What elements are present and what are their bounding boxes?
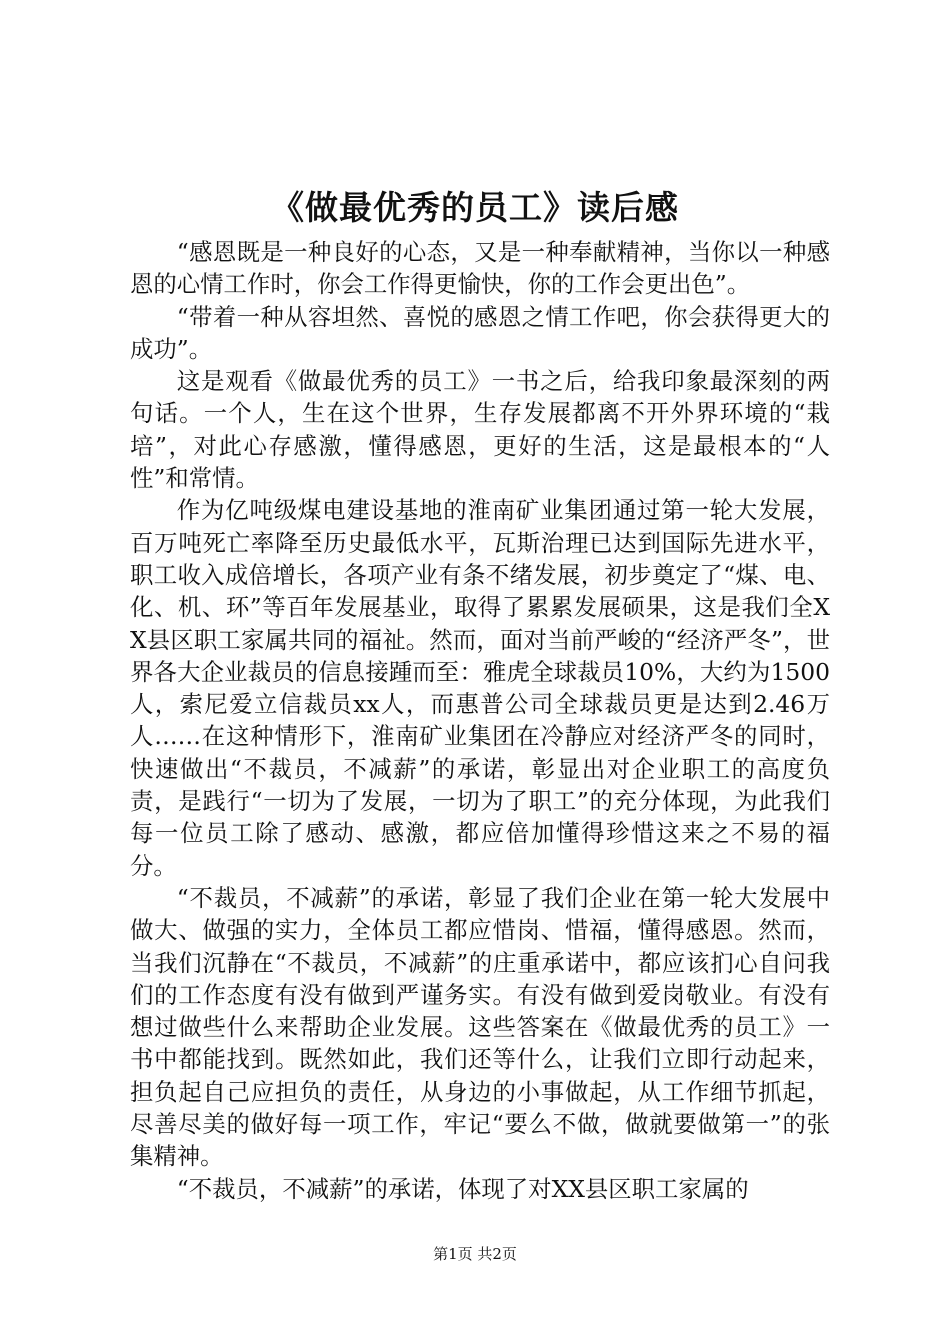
paragraph: 这是观看《做最优秀的员工》一书之后，给我印象最深刻的两句话。一个人，生在这个世界，生存发展都离不开外界环境的“栽培”，对此心存感激，懂得感恩，更好的生活，这是最根本的“人性”和常情。 bbox=[130, 367, 830, 493]
document-body bbox=[130, 236, 830, 1205]
page-footer: 第1页 共2页 bbox=[433, 1245, 517, 1263]
paragraph: “感恩既是一种良好的心态，又是一种奉献精神，当你以一种感恩的心情工作时，你会工作得更愉快，你的工作会更出色”。 bbox=[130, 238, 830, 299]
paragraph: “带着一种从容坦然、喜悦的感恩之情工作吧，你会获得更大的成功”。 bbox=[130, 302, 830, 363]
document-title: 《做最优秀的员工》读后感 bbox=[271, 188, 679, 227]
paragraph: “不裁员，不减薪”的承诺，彰显了我们企业在第一轮大发展中做大、做强的实力，全体员工都应惜岗、惜福，懂得感恩。然而，当我们沉静在“不裁员，不减薪”的庄重承诺中，都应该扪心自问我们的工作态度有没有做到严谨务实。有没有做到爱岗敬业。有没有想过做些什么来帮助企业发展。这些答案在《做最优秀的员工》一书中都能找到。既然如此，我们还等什么，让我们立即行动起来，担负起自己应担负的责任，从身边的小事做起，从工作细节抓起，尽善尽美的做好每一项工作，牢记“要么不做，做就要做第一”的张集精神。 bbox=[130, 883, 830, 1171]
paragraph: 作为亿吨级煤电建设基地的淮南矿业集团通过第一轮大发展，百万吨死亡率降至历史最低水平，瓦斯治理已达到国际先进水平，职工收入成倍增长，各项产业有条不绪发展，初步奠定了“煤、电、化、机、环”等百年发展基业，取得了累累发展硕果，这是我们全XX县区职工家属共同的福祉。然而，面对当前严峻的“经济严冬”，世界各大企业裁员的信息接踵而至：雅虎全球裁员10%，大约为1500人，索尼爱立信裁员xx人，而惠普公司全球裁员更是达到2.46万人……在这种情形下，淮南矿业集团在冷静应对经济严冬的同时，快速做出“不裁员，不减薪”的承诺，彰显出对企业职工的高度负责，是践行“一切为了发展，一切为了职工”的充分体现，为此我们每一位员工除了感动、感激，都应倍加懂得珍惜这来之不易的福分。 bbox=[130, 496, 830, 880]
paragraph: “不裁员，不减薪”的承诺，体现了对XX县区职工家属的 bbox=[176, 1174, 749, 1203]
